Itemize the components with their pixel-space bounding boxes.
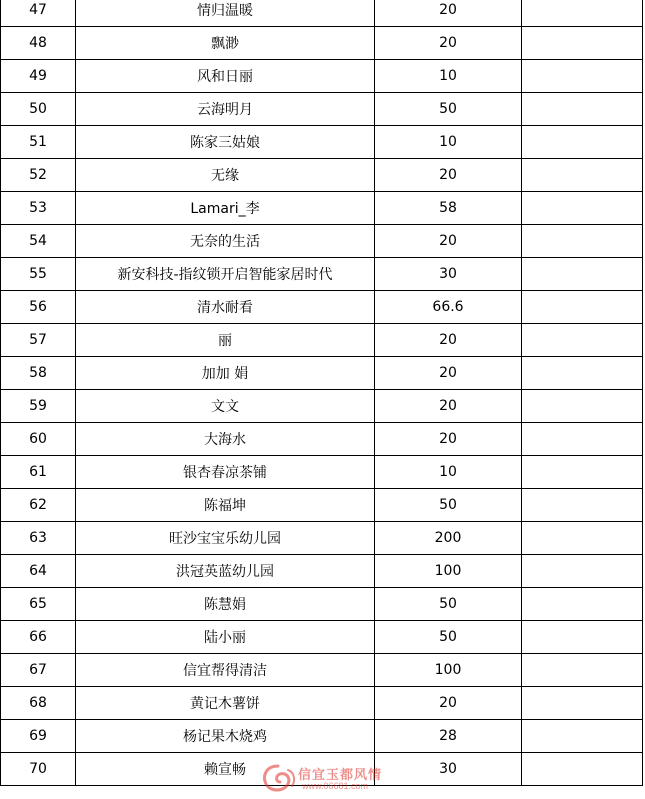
amount-cell: 50 <box>375 93 522 126</box>
table-row <box>1 159 643 192</box>
note-cell <box>522 720 643 753</box>
row-number-cell: 67 <box>1 654 76 687</box>
row-number-cell: 70 <box>1 753 76 786</box>
donor-name-cell: 陈家三姑娘 <box>76 126 375 159</box>
table-row <box>1 357 643 390</box>
donor-name-cell: 赖宣畅 <box>76 753 375 786</box>
note-cell <box>522 27 643 60</box>
note-cell <box>522 324 643 357</box>
donor-name-cell: 旺沙宝宝乐幼儿园 <box>76 522 375 555</box>
note-cell <box>522 588 643 621</box>
amount-cell: 20 <box>375 357 522 390</box>
table-row <box>1 555 643 588</box>
amount-cell: 66.6 <box>375 291 522 324</box>
table-row <box>1 621 643 654</box>
amount-cell: 30 <box>375 753 522 786</box>
amount-cell: 50 <box>375 621 522 654</box>
amount-cell: 20 <box>375 390 522 423</box>
table-row <box>1 0 643 27</box>
amount-cell: 28 <box>375 720 522 753</box>
table-row <box>1 258 643 291</box>
note-cell <box>522 522 643 555</box>
amount-cell: 100 <box>375 555 522 588</box>
note-cell <box>522 93 643 126</box>
note-cell <box>522 159 643 192</box>
logo-swirl-icon <box>258 762 298 796</box>
table-row <box>1 324 643 357</box>
table-row <box>1 720 643 753</box>
amount-cell: 10 <box>375 60 522 93</box>
row-number-cell: 51 <box>1 126 76 159</box>
row-number-cell: 62 <box>1 489 76 522</box>
note-cell <box>522 225 643 258</box>
row-number-cell: 48 <box>1 27 76 60</box>
table-row <box>1 225 643 258</box>
table-row <box>1 489 643 522</box>
donor-name-cell: 陈福坤 <box>76 489 375 522</box>
table-row <box>1 60 643 93</box>
table-row <box>1 126 643 159</box>
table-row <box>1 456 643 489</box>
row-number-cell: 47 <box>1 0 76 27</box>
note-cell <box>522 423 643 456</box>
table-row <box>1 27 643 60</box>
row-number-cell: 60 <box>1 423 76 456</box>
site-watermark <box>258 762 388 796</box>
donor-name-cell: 新安科技-指纹锁开启智能家居时代 <box>76 258 375 291</box>
amount-cell: 100 <box>375 654 522 687</box>
donor-name-cell: 洪冠英蓝幼儿园 <box>76 555 375 588</box>
amount-cell: 20 <box>375 225 522 258</box>
watermark-url: www.06681.com <box>302 781 369 791</box>
row-number-cell: 64 <box>1 555 76 588</box>
note-cell <box>522 60 643 93</box>
row-number-cell: 53 <box>1 192 76 225</box>
row-number-cell: 68 <box>1 687 76 720</box>
row-number-cell: 50 <box>1 93 76 126</box>
donor-name-cell: 陆小丽 <box>76 621 375 654</box>
donor-name-cell: 无缘 <box>76 159 375 192</box>
note-cell <box>522 654 643 687</box>
table-row <box>1 687 643 720</box>
row-number-cell: 58 <box>1 357 76 390</box>
note-cell <box>522 489 643 522</box>
donor-name-cell: 飘渺 <box>76 27 375 60</box>
donor-name-cell: 大海水 <box>76 423 375 456</box>
note-cell <box>522 456 643 489</box>
donor-name-cell: 加加 娟 <box>76 357 375 390</box>
amount-cell: 20 <box>375 27 522 60</box>
watermark-title: 信宜玉都风情 <box>298 768 383 783</box>
note-cell <box>522 555 643 588</box>
amount-cell: 20 <box>375 324 522 357</box>
note-cell <box>522 753 643 786</box>
row-number-cell: 61 <box>1 456 76 489</box>
note-cell <box>522 258 643 291</box>
table-row <box>1 390 643 423</box>
amount-cell: 20 <box>375 423 522 456</box>
note-cell <box>522 291 643 324</box>
row-number-cell: 56 <box>1 291 76 324</box>
donor-name-cell: 清水耐看 <box>76 291 375 324</box>
row-number-cell: 55 <box>1 258 76 291</box>
donor-name-cell: 无奈的生活 <box>76 225 375 258</box>
table-row <box>1 522 643 555</box>
note-cell <box>522 687 643 720</box>
row-number-cell: 52 <box>1 159 76 192</box>
amount-cell: 200 <box>375 522 522 555</box>
amount-cell: 58 <box>375 192 522 225</box>
row-number-cell: 63 <box>1 522 76 555</box>
row-number-cell: 54 <box>1 225 76 258</box>
note-cell <box>522 0 643 27</box>
row-number-cell: 57 <box>1 324 76 357</box>
amount-cell: 20 <box>375 0 522 27</box>
note-cell <box>522 357 643 390</box>
table-row <box>1 93 643 126</box>
table-row <box>1 192 643 225</box>
row-number-cell: 69 <box>1 720 76 753</box>
table-row <box>1 423 643 456</box>
row-number-cell: 59 <box>1 390 76 423</box>
amount-cell: 30 <box>375 258 522 291</box>
table-row <box>1 588 643 621</box>
donor-name-cell: 情归温暖 <box>76 0 375 27</box>
amount-cell: 10 <box>375 126 522 159</box>
donor-name-cell: 云海明月 <box>76 93 375 126</box>
note-cell <box>522 621 643 654</box>
donor-name-cell: 银杏春凉茶铺 <box>76 456 375 489</box>
amount-cell: 50 <box>375 489 522 522</box>
donor-name-cell: Lamari_李 <box>76 192 375 225</box>
amount-cell: 20 <box>375 687 522 720</box>
donor-name-cell: 文文 <box>76 390 375 423</box>
table-row <box>1 291 643 324</box>
donor-name-cell: 黄记木薯饼 <box>76 687 375 720</box>
donor-name-cell: 风和日丽 <box>76 60 375 93</box>
row-number-cell: 66 <box>1 621 76 654</box>
amount-cell: 20 <box>375 159 522 192</box>
amount-cell: 50 <box>375 588 522 621</box>
note-cell <box>522 192 643 225</box>
note-cell <box>522 390 643 423</box>
amount-cell: 10 <box>375 456 522 489</box>
donor-name-cell: 丽 <box>76 324 375 357</box>
table-body <box>1 0 643 786</box>
note-cell <box>522 126 643 159</box>
donor-name-cell: 杨记果木烧鸡 <box>76 720 375 753</box>
table-row <box>1 654 643 687</box>
row-number-cell: 65 <box>1 588 76 621</box>
donor-name-cell: 陈慧娟 <box>76 588 375 621</box>
row-number-cell: 49 <box>1 60 76 93</box>
donor-name-cell: 信宜帮得清洁 <box>76 654 375 687</box>
